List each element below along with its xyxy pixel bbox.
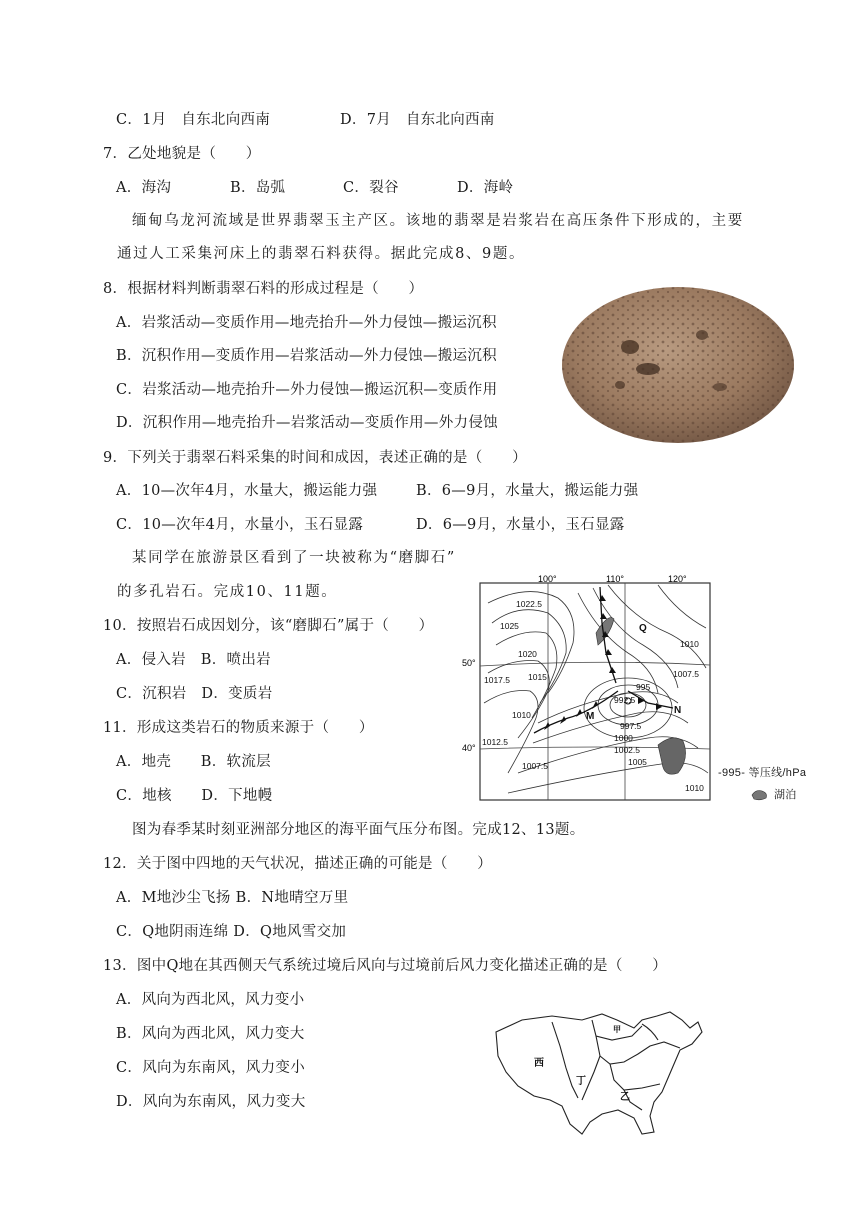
pumice-stone-image	[560, 285, 796, 449]
q12-options-ab: A．M地沙尘飞扬 B．N地晴空万里	[116, 890, 349, 906]
q13-option-b: B．风向为西北风，风力变大	[116, 1026, 305, 1042]
isobar-label: 1015	[528, 672, 547, 682]
q12-options-cd: C．Q地阴雨连绵 D．Q地风雪交加	[116, 924, 347, 940]
q13-option-a: A．风向为西北风，风力变小	[116, 992, 305, 1008]
q13-stem: 13．图中Q地在其西侧天气系统过境后风向与过境前后风力变化描述正确的是（ ）	[103, 958, 668, 974]
q8-stem: 8．根据材料判断翡翠石料的形成过程是（ ）	[103, 281, 424, 297]
q7-stem: 7．乙处地貌是（ ）	[103, 146, 261, 162]
q8-option-b: B．沉积作用—变质作用—岩浆活动—外力侵蚀—搬运沉积	[116, 348, 497, 364]
q10-options-cd: C．沉积岩 D．变质岩	[116, 686, 273, 702]
passage-jade-line2: 通过人工采集河床上的翡翠石料获得。据此完成8、9题。	[117, 246, 526, 262]
pressure-distribution-map	[462, 573, 718, 809]
isobar-label: 1017.5	[484, 675, 510, 685]
q11-options-ab: A．地壳 B．软流层	[116, 754, 271, 770]
point-n-label: N	[674, 705, 682, 716]
lon-110-label: 110°	[606, 574, 624, 584]
isobar-label: 1010	[680, 639, 699, 649]
isobar-label: 1022.5	[516, 599, 542, 609]
q6-option-c: C．1月 自东北向西南	[116, 112, 271, 128]
legend-isobar: -995- 等压线/hPa	[718, 767, 807, 779]
isobar-label: 1007.5	[673, 669, 699, 679]
lat-50-label: 50°	[462, 658, 476, 668]
point-q-label: Q	[639, 623, 647, 634]
lon-120-label: 120°	[668, 574, 687, 584]
q9-option-c: C．10—次年4月，水量小，玉石显露	[116, 517, 364, 533]
point-m-label: M	[586, 711, 595, 722]
q9-option-d: D．6—9月，水量小，玉石显露	[416, 517, 625, 533]
isobar-label: 997.5	[620, 721, 642, 731]
lat-40-label: 40°	[462, 743, 476, 753]
isobar-label: 995	[636, 682, 651, 692]
isobar-label: 1005	[628, 757, 647, 767]
lon-100-label: 100°	[538, 574, 557, 584]
passage-jade-line1: 缅甸乌龙河流域是世界翡翠玉主产区。该地的翡翠是岩浆岩在高压条件下形成的，主要	[132, 213, 744, 229]
passage-stone-line2: 的多孔岩石。完成10、11题。	[117, 584, 338, 600]
us-label-yi: 乙	[620, 1092, 630, 1103]
q8-option-a: A．岩浆活动—变质作用—地壳抬升—外力侵蚀—搬运沉积	[116, 315, 497, 331]
q6-option-d: D．7月 自东北向西南	[340, 112, 495, 128]
us-label-ding: 丁	[576, 1076, 586, 1087]
isobar-label: 1002.5	[614, 745, 640, 755]
isobar-label: 1010	[685, 783, 704, 793]
passage-map-line1: 图为春季某时刻亚洲部分地区的海平面气压分布图。完成12、13题。	[132, 822, 585, 838]
q8-option-d: D．沉积作用—地壳抬升—岩浆活动—变质作用—外力侵蚀	[116, 415, 498, 431]
isobar-label: 1000	[614, 733, 633, 743]
q8-option-c: C．岩浆活动—地壳抬升—外力侵蚀—搬运沉积—变质作用	[116, 382, 498, 398]
q10-options-ab: A．侵入岩 B．喷出岩	[116, 652, 271, 668]
q12-stem: 12．关于图中四地的天气状况，描述正确的可能是（ ）	[103, 856, 493, 872]
q7-option-c: C．裂谷	[343, 180, 399, 196]
q7-option-d: D．海岭	[457, 180, 514, 196]
isobar-label: 992.5	[614, 695, 636, 705]
q11-stem: 11．形成这类岩石的物质来源于（ ）	[103, 720, 374, 736]
us-label-jia: 甲	[613, 1025, 621, 1034]
isobar-label: 1007.5	[522, 761, 548, 771]
isobar-label: 1025	[500, 621, 519, 631]
us-label-xi: 西	[534, 1058, 544, 1069]
q13-option-c: C．风向为东南风，风力变小	[116, 1060, 305, 1076]
q13-option-d: D．风向为东南风，风力变大	[116, 1094, 306, 1110]
q9-option-a: A．10—次年4月，水量大，搬运能力强	[116, 483, 378, 499]
q7-option-a: A．海沟	[116, 180, 172, 196]
q11-options-cd: C．地核 D．下地幔	[116, 788, 273, 804]
isobar-label: 1020	[518, 649, 537, 659]
q7-option-b: B．岛弧	[230, 180, 286, 196]
legend-lake: 湖泊	[774, 789, 797, 801]
q9-option-b: B．6—9月，水量大，搬运能力强	[416, 483, 639, 499]
q10-stem: 10．按照岩石成因划分，该“磨脚石”属于（ ）	[103, 618, 434, 634]
q9-stem: 9．下列关于翡翠石料采集的时间和成因，表述正确的是（ ）	[103, 450, 527, 466]
isobar-label: 1010	[512, 710, 531, 720]
isobar-label: 1012.5	[482, 737, 508, 747]
passage-stone-line1: 某同学在旅游景区看到了一块被称为“磨脚石”	[132, 550, 456, 566]
us-outline-map	[492, 1006, 706, 1144]
lake-legend-icon	[750, 787, 770, 806]
